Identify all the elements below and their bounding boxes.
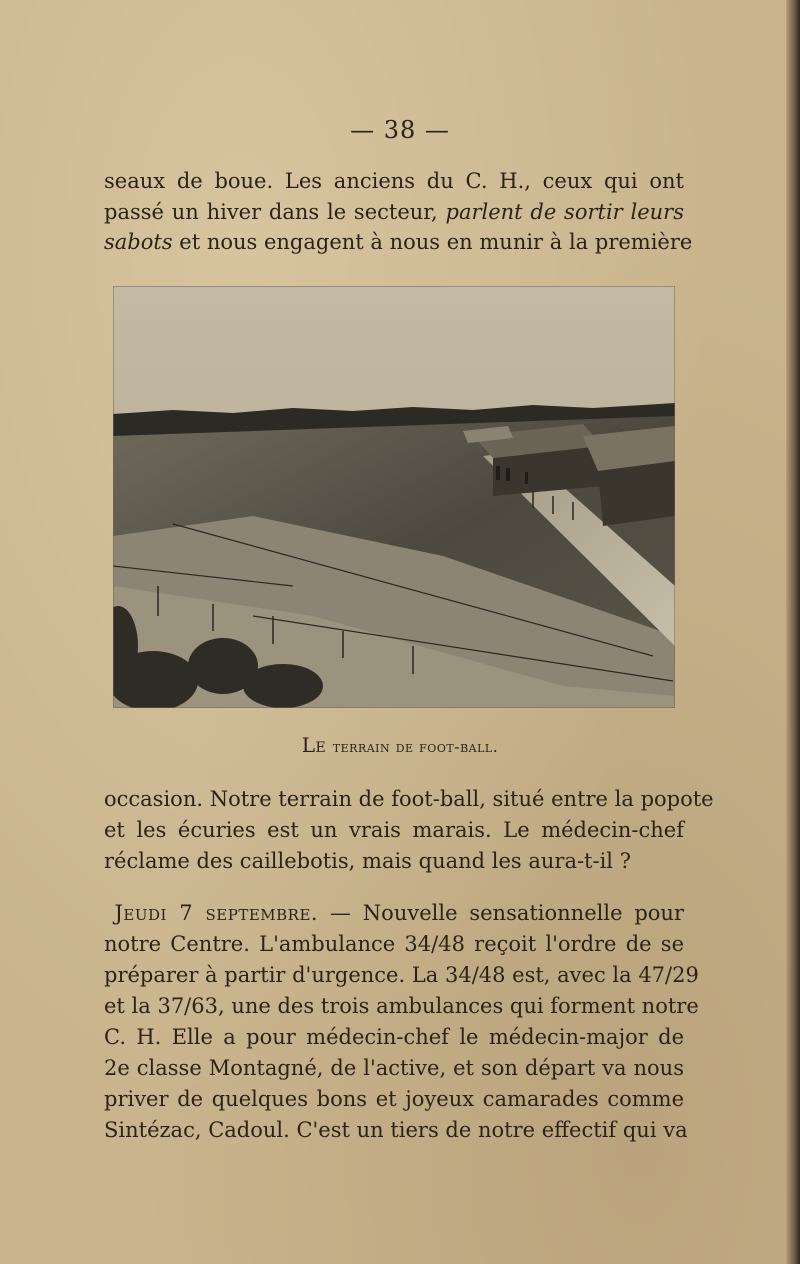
paragraph-3-line-2: notre Centre. L'ambulance 34/48 reçoit l'ordre de se xyxy=(104,932,684,956)
page-number: — 38 — xyxy=(350,116,450,144)
football-field-photo xyxy=(113,286,675,708)
date-heading: Jeudi 7 septembre. xyxy=(114,901,319,925)
paragraph-3-line-3: préparer à partir d'urgence. La 34/48 est, avec la 47/29 xyxy=(104,963,699,987)
paragraph-3-line-4: et la 37/63, une des trois ambulances qui forment notre xyxy=(104,994,699,1018)
paragraph-3 xyxy=(104,898,699,1146)
paragraph-3-line-1 xyxy=(104,898,684,929)
paragraph-1-line-2 xyxy=(104,197,684,228)
paragraph-2 xyxy=(104,784,714,877)
paragraph-2-line-2: et les écuries est un vrais marais. Le médecin-chef xyxy=(104,818,684,842)
paragraph-3-line-1-text: — Nouvelle sensationnelle pour xyxy=(329,901,684,925)
paragraph-1-line-2-italic: parlent de sortir leurs xyxy=(445,199,684,224)
book-binding-edge xyxy=(786,0,800,1264)
photo-caption-first-word: Le xyxy=(301,733,327,757)
paragraph-2-line-1: occasion. Notre terrain de foot-ball, situé entre la popote xyxy=(104,787,714,811)
paragraph-1-line-3-text: et nous engagent à nous en munir à la première xyxy=(179,230,693,254)
paragraph-3-line-6: 2e classe Montagné, de l'active, et son départ va nous xyxy=(104,1056,684,1080)
paragraph-3-line-8: Sintézac, Cadoul. C'est un tiers de notre effectif qui va xyxy=(104,1118,688,1142)
paragraph-1-line-3-italic: sabots xyxy=(104,230,173,254)
photo-caption-rest: terrain de foot-ball. xyxy=(332,737,499,756)
paragraph-3-line-5: C. H. Elle a pour médecin-chef le médecin-major de xyxy=(104,1025,684,1049)
photo-caption xyxy=(0,733,800,757)
paragraph-1 xyxy=(104,166,693,258)
paragraph-2-line-3: réclame des caillebotis, mais quand les aura-t-il ? xyxy=(104,849,631,873)
paragraph-3-line-7: priver de quelques bons et joyeux camarades comme xyxy=(104,1087,684,1111)
football-field-photo-image xyxy=(113,286,675,708)
paragraph-1-line-2-text: passé un hiver dans le secteur, xyxy=(104,199,438,224)
paragraph-1-line-1: seaux de boue. Les anciens du C. H., ceux qui ont xyxy=(104,169,684,193)
paragraph-1-line-3 xyxy=(104,227,693,258)
